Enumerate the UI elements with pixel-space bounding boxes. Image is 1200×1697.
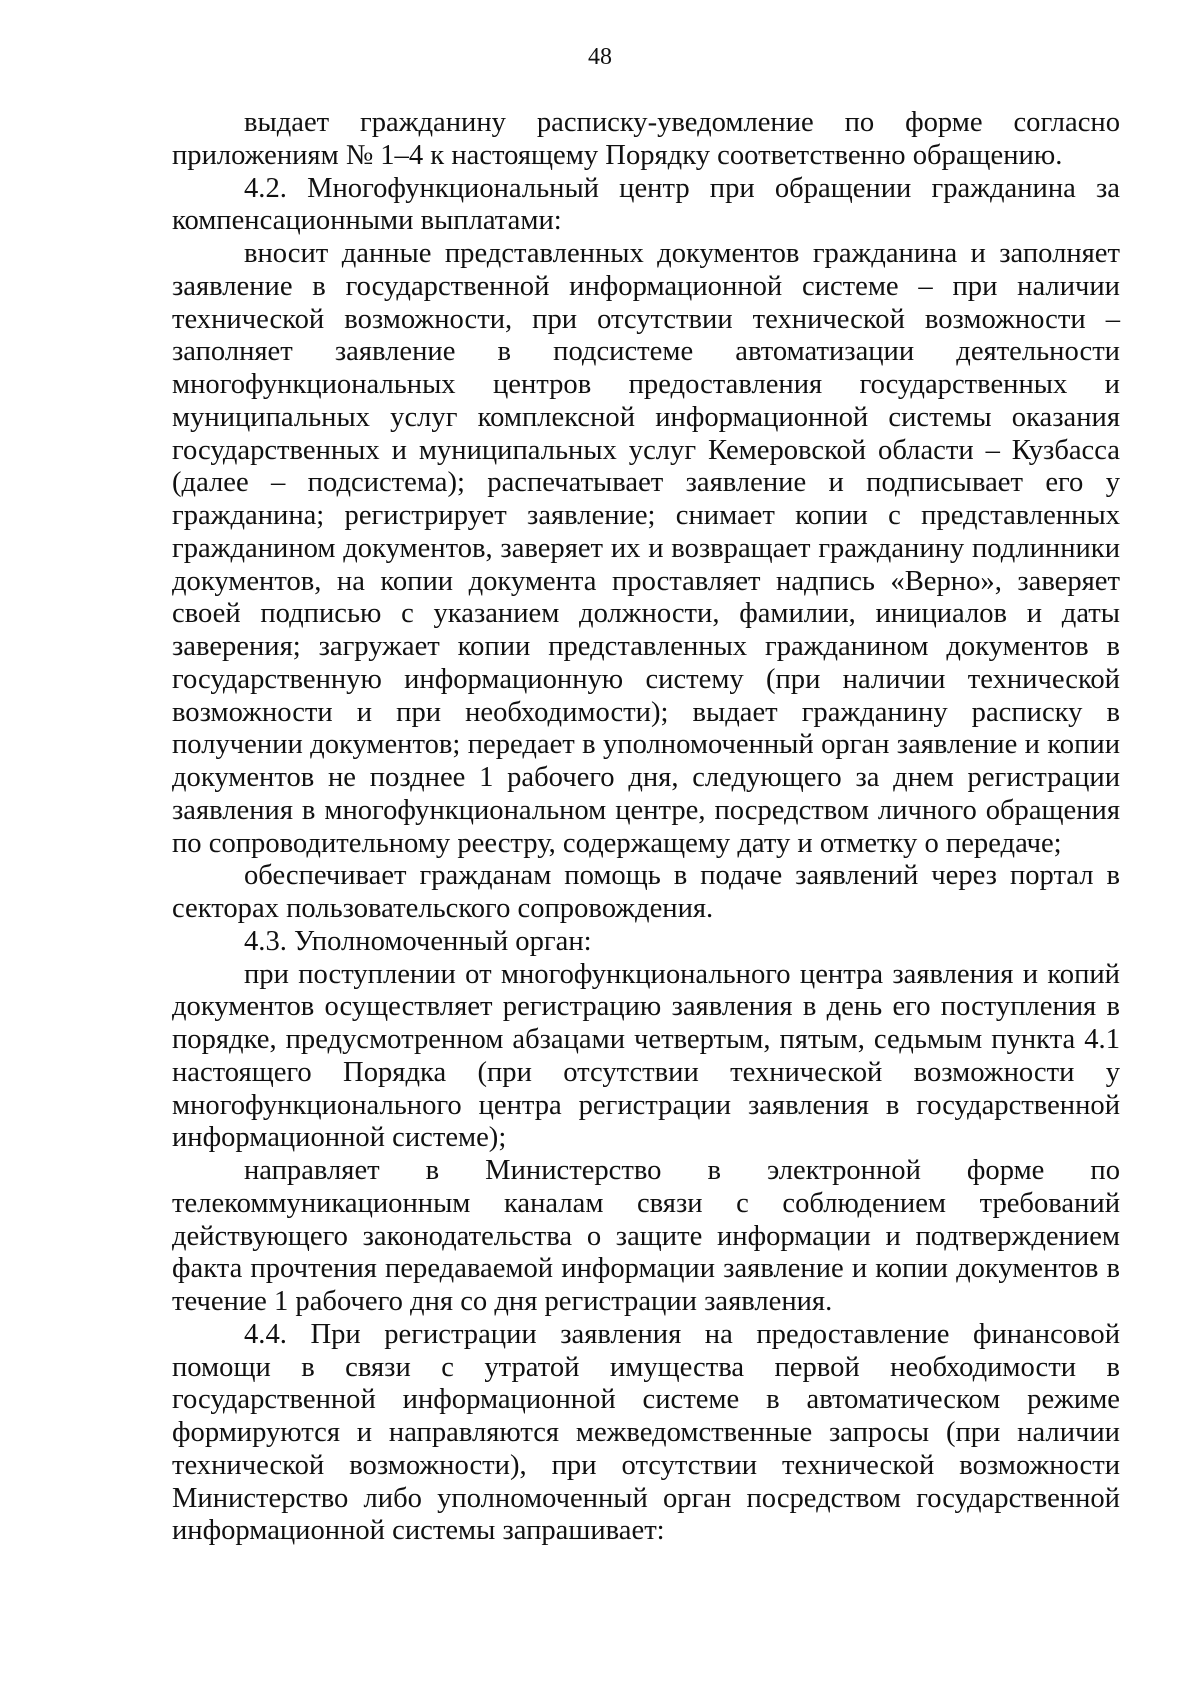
paragraph-mfc-procedure: вносит данные представленных документов гражданина и заполняет заявление в государственной информационной системе – при наличии технической возможности, при отсутствии технической возможности – заполняет заявление в подсистеме автоматизации деятельности многофункциональных центров предоставления государственных и муниципальных услуг комплексной информационной системы оказания государственных и муниципальных услуг Кемеровской области – Кузбасса (далее – подсистема); распечатывает заявление и подписывает его у гражданина; регистрирует заявление; снимает копии с представленных гражданином документов, заверяет их и возвращает гражданину подлинники документов, на копии документа проставляет надпись «Верно», заверяет своей подписью с указанием должности, фамилии, инициалов и даты заверения; загружает копии представленных гражданином документов в государственную информационную систему (при наличии технической возможности и при необходимости); выдает гражданину расписку в получении документов; передает в уполномоченный орган заявление и копии документов не позднее 1 рабочего дня, следующего за днем регистрации заявления в многофункциональном центре, посредством личного обращения по сопроводительному реестру, содержащему дату и отметку о передаче; <box>172 238 1120 859</box>
paragraph-section-4-4: 4.4. При регистрации заявления на предоставление финансовой помощи в связи с утратой имущества первой необходимости в государственной информационной системе в автоматическом режиме формируются и направляются межведомственные запросы (при наличии технической возможности), при отсутствии технической возможности Министерство либо уполномоченный орган посредством государственной информационной системы запрашивает: <box>172 1318 1120 1547</box>
page-number: 48 <box>588 44 612 70</box>
document-body <box>172 107 1120 1548</box>
paragraph-section-4-2: 4.2. Многофункциональный центр при обращении гражданина за компенсационными выплатами: <box>172 172 1120 237</box>
paragraph-receipt-issue: выдает гражданину расписку-уведомление по форме согласно приложениям № 1–4 к настоящему Порядку соответственно обращению. <box>172 107 1120 171</box>
paragraph-section-4-3: 4.3. Уполномоченный орган: <box>244 925 592 957</box>
paragraph-registration: при поступлении от многофункционального центра заявления и копий документов осуществляет регистрацию заявления в день его поступления в порядке, предусмотренном абзацами четвертым, пятым, седьмым пункта 4.1 настоящего Порядка (при отсутствии технической возможности у многофункционального центра регистрации заявления в государственной информационной системе); <box>172 958 1120 1154</box>
paragraph-ministry-transfer: направляет в Министерство в электронной форме по телекоммуникационным каналам связи с соблюдением требований действующего законодательства о защите информации и подтверждением факта прочтения передаваемой информации заявление и копии документов в течение 1 рабочего дня со дня регистрации заявления. <box>172 1155 1120 1317</box>
paragraph-portal-help: обеспечивает гражданам помощь в подаче заявлений через портал в секторах пользовательского сопровождения. <box>172 860 1120 924</box>
